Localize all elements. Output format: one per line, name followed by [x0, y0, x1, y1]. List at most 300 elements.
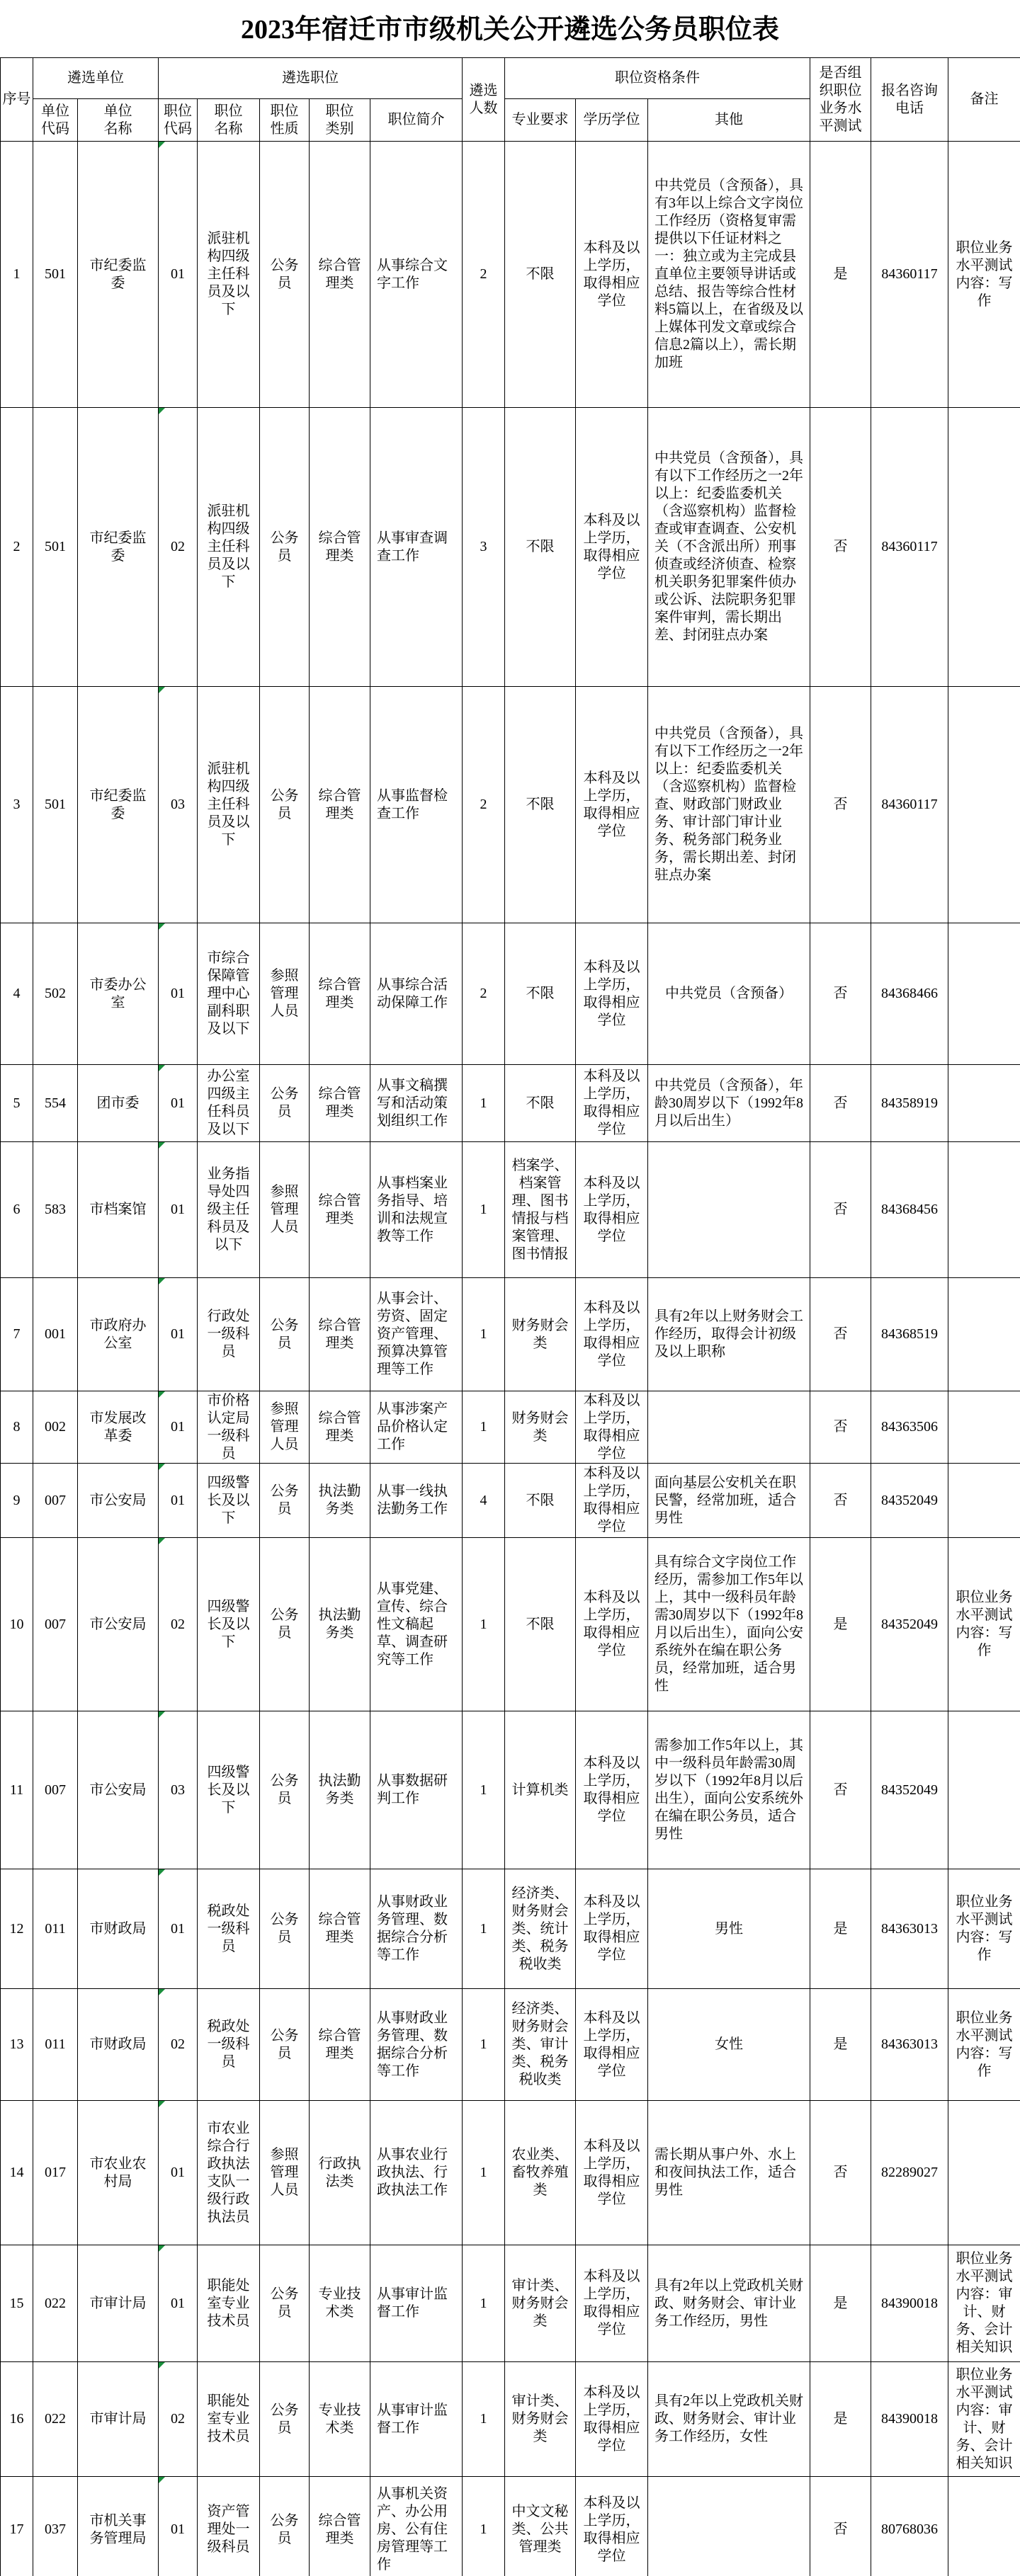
unit-code-cell: [33, 1711, 78, 1869]
seq-cell: [1, 1538, 33, 1711]
position-intro-cell-text: 从事一线执法勤务工作: [377, 1483, 448, 1517]
header-position-intro-label: 职位简介: [387, 112, 445, 127]
headcount-cell-text: 1: [480, 1095, 487, 1111]
skill-test-cell: [810, 408, 871, 687]
position-nature-cell-text: 公务员: [270, 787, 299, 821]
unit-code-cell-text: 501: [45, 797, 66, 812]
table-row: [1, 1142, 1020, 1278]
position-nature-cell-text: 公务员: [270, 2286, 299, 2320]
position-category-cell: [310, 1989, 370, 2101]
headcount-cell: [463, 2362, 505, 2477]
table-row: [1, 1869, 1020, 1989]
remark-cell: [948, 1391, 1020, 1464]
remark-cell: [948, 1711, 1020, 1869]
education-cell-text: 本科及以上学历，取得相应学位: [583, 2269, 640, 2337]
phone-cell: [871, 1278, 948, 1391]
headcount-cell: [463, 923, 505, 1065]
unit-name-cell-text: 市审计局: [89, 2411, 147, 2427]
position-intro-cell: [370, 1065, 463, 1142]
headcount-cell: [463, 1538, 505, 1711]
position-intro-cell-text: 从事综合文字工作: [377, 257, 448, 291]
header-position-intro: [370, 99, 463, 142]
headcount-cell: [463, 1869, 505, 1989]
headcount-cell-text: 1: [480, 1920, 487, 1937]
headcount-cell: [463, 1142, 505, 1278]
position-intro-cell: [370, 142, 463, 408]
remark-cell: [948, 687, 1020, 923]
headcount-cell: [463, 1278, 505, 1391]
text-number-indicator: [159, 1278, 165, 1284]
other-requirement-cell-text: 需参加工作5年以上，其中一级科员年龄需30周岁以下（1992年8月以后出生），面向公安系统外在编在职公务员，适合男性: [654, 1738, 804, 1842]
education-cell: [576, 923, 648, 1065]
phone-cell-text: 84368519: [881, 1326, 939, 1342]
phone-cell: [871, 2477, 948, 2576]
phone-cell-text: 84352049: [881, 1616, 939, 1632]
unit-code-cell-text: 007: [45, 1616, 66, 1632]
position-nature-cell-text: 公务员: [270, 1483, 299, 1517]
header-skill-test-label: 是否组织职位业务水平测试: [819, 64, 862, 134]
major-requirement-cell: [505, 923, 576, 1065]
position-intro-cell-text: 从事审查调查工作: [377, 530, 448, 564]
table-body: [1, 142, 1020, 2576]
education-cell-text: 本科及以上学历，取得相应学位: [583, 2384, 640, 2454]
skill-test-cell-text: 否: [833, 1202, 848, 1217]
seq-cell-text: 16: [9, 2411, 24, 2427]
position-code-cell-text: 01: [171, 1492, 185, 1508]
unit-code-cell-text: 007: [45, 1492, 66, 1508]
phone-cell: [871, 1065, 948, 1142]
position-category-cell: [310, 1065, 370, 1142]
position-code-cell: [159, 2245, 198, 2362]
position-name-cell: [198, 1711, 260, 1869]
headcount-cell-text: 1: [480, 2411, 487, 2427]
position-category-cell: [310, 2362, 370, 2477]
position-name-cell: [198, 2362, 260, 2477]
phone-cell-text: 84390018: [881, 2295, 939, 2311]
position-nature-cell: [260, 1142, 310, 1278]
other-requirement-cell-text: 面向基层公安机关在职民警，经常加班，适合男性: [654, 1474, 797, 1526]
position-nature-cell: [260, 2477, 310, 2576]
text-number-indicator: [159, 687, 165, 693]
seq-cell: [1, 1711, 33, 1869]
unit-name-cell: [78, 408, 159, 687]
phone-cell-text: 84368466: [881, 986, 939, 1001]
position-code-cell-text: 02: [171, 539, 185, 554]
headcount-cell: [463, 2101, 505, 2245]
header-qualification-group-label: 职位资格条件: [615, 70, 701, 86]
other-requirement-cell: [648, 2245, 810, 2362]
other-requirement-cell-text: 具有综合文字岗位工作经历，需参加工作5年以上，其中一级科员年龄需30周岁以下（1992年8月以后出生），面向公安系统外在编在职公务员，经常加班，适合男性: [654, 1554, 804, 1694]
education-cell: [576, 2362, 648, 2477]
position-intro-cell-text: 从事财政业务管理、数据综合分析等工作: [377, 2010, 448, 2079]
position-nature-cell: [260, 1989, 310, 2101]
headcount-cell-text: 1: [480, 2521, 487, 2537]
seq-cell: [1, 1464, 33, 1538]
skill-test-cell: [810, 2101, 871, 2245]
position-nature-cell: [260, 1278, 310, 1391]
position-code-cell: [159, 2362, 198, 2477]
page-title: 2023年宿迁市市级机关公开遴选公务员职位表: [240, 15, 779, 45]
phone-cell: [871, 1869, 948, 1989]
education-cell: [576, 1278, 648, 1391]
position-intro-cell: [370, 1538, 463, 1711]
seq-cell: [1, 923, 33, 1065]
major-requirement-cell: [505, 1869, 576, 1989]
position-name-cell-text: 四级警长及以下: [207, 1474, 250, 1526]
education-cell: [576, 1711, 648, 1869]
other-requirement-cell: [648, 2101, 810, 2245]
major-requirement-cell-text: 审计类、财务财会类: [511, 2277, 569, 2329]
other-requirement-cell-text: 男性: [715, 1920, 744, 1937]
position-code-cell-text: 01: [171, 2521, 185, 2537]
unit-name-cell: [78, 1538, 159, 1711]
unit-name-cell-text: 市发展改革委: [89, 1410, 147, 1444]
skill-test-cell-text: 否: [833, 539, 848, 554]
position-nature-cell-text: 公务员: [270, 530, 299, 564]
unit-code-cell: [33, 1989, 78, 2101]
other-requirement-cell: [648, 1989, 810, 2101]
skill-test-cell-text: 是: [833, 2036, 848, 2052]
header-headcount: [463, 58, 505, 142]
header-position-name: [198, 99, 260, 142]
phone-cell: [871, 687, 948, 923]
headcount-cell-text: 1: [480, 2036, 487, 2052]
phone-cell: [871, 2101, 948, 2245]
position-code-cell: [159, 1142, 198, 1278]
unit-code-cell: [33, 687, 78, 923]
position-intro-cell-text: 从事文稿撰写和活动策划组织工作: [377, 1077, 448, 1129]
position-name-cell: [198, 1278, 260, 1391]
remark-cell-text: 职位业务水平测试内容：写作: [956, 2010, 1013, 2079]
phone-cell-text: 84368456: [881, 1202, 939, 1217]
unit-code-cell-text: 001: [45, 1326, 66, 1342]
education-cell: [576, 687, 648, 923]
education-cell-text: 本科及以上学历，取得相应学位: [583, 1466, 640, 1534]
header-unit-code-label: 单位代码: [41, 103, 69, 137]
text-number-indicator: [159, 1989, 165, 1995]
remark-cell: [948, 923, 1020, 1065]
skill-test-cell: [810, 1538, 871, 1711]
position-code-cell: [159, 1464, 198, 1538]
headcount-cell-text: 2: [480, 266, 487, 282]
position-intro-cell: [370, 1464, 463, 1538]
position-nature-cell-text: 公务员: [270, 1607, 299, 1641]
education-cell: [576, 1538, 648, 1711]
skill-test-cell: [810, 1391, 871, 1464]
header-position-code: [159, 99, 198, 142]
position-nature-cell: [260, 142, 310, 408]
unit-name-cell: [78, 687, 159, 923]
other-requirement-cell: [648, 1142, 810, 1278]
position-category-cell-text: 综合管理类: [318, 787, 361, 821]
seq-cell-text: 2: [13, 539, 21, 554]
unit-code-cell-text: 007: [45, 1782, 66, 1798]
major-requirement-cell-text: 财务财会类: [511, 1317, 569, 1351]
major-requirement-cell: [505, 687, 576, 923]
skill-test-cell-text: 否: [833, 797, 848, 812]
education-cell-text: 本科及以上学历，取得相应学位: [583, 1068, 640, 1137]
header-position-group: [159, 58, 463, 99]
major-requirement-cell: [505, 408, 576, 687]
seq-cell-text: 5: [13, 1095, 21, 1111]
header-position-group-label: 遴选职位: [282, 70, 339, 86]
position-name-cell: [198, 1538, 260, 1711]
headcount-cell-text: 2: [480, 986, 487, 1001]
position-intro-cell-text: 从事综合活动保障工作: [377, 976, 448, 1010]
major-requirement-cell-text: 财务财会类: [511, 1410, 569, 1444]
remark-cell: [948, 1065, 1020, 1142]
position-intro-cell-text: 从事涉案产品价格认定工作: [377, 1401, 448, 1452]
skill-test-cell-text: 是: [833, 2411, 848, 2427]
position-intro-cell: [370, 923, 463, 1065]
position-category-cell-text: 执法勤务类: [318, 1773, 361, 1806]
position-code-cell-text: 01: [171, 1920, 185, 1937]
position-code-cell-text: 01: [171, 1326, 185, 1342]
major-requirement-cell-text: 不限: [526, 1095, 555, 1111]
position-intro-cell-text: 从事数据研判工作: [377, 1773, 448, 1806]
seq-cell: [1, 2362, 33, 2477]
skill-test-cell-text: 否: [833, 2165, 848, 2180]
header-other-label: 其他: [715, 112, 744, 127]
unit-name-cell-text: 市政府办公室: [89, 1317, 147, 1351]
major-requirement-cell: [505, 1391, 576, 1464]
remark-cell-text: 职位业务水平测试内容：写作: [956, 1590, 1013, 1658]
phone-cell: [871, 1989, 948, 2101]
unit-code-cell: [33, 2101, 78, 2245]
position-name-cell-text: 职能处室专业技术员: [207, 2393, 250, 2444]
position-intro-cell: [370, 1711, 463, 1869]
header-position-name-label: 职位名称: [214, 103, 243, 137]
position-category-cell-text: 执法勤务类: [318, 1483, 361, 1517]
header-position-nature: [260, 99, 310, 142]
education-cell: [576, 2477, 648, 2576]
text-number-indicator: [159, 1464, 165, 1470]
unit-code-cell: [33, 1142, 78, 1278]
education-cell: [576, 2245, 648, 2362]
other-requirement-cell: [648, 1391, 810, 1464]
position-name-cell-text: 税政处一级科员: [207, 1903, 250, 1954]
unit-name-cell: [78, 2477, 159, 2576]
skill-test-cell: [810, 1065, 871, 1142]
seq-cell-text: 8: [13, 1419, 21, 1435]
remark-cell: [948, 1989, 1020, 2101]
seq-cell-text: 17: [9, 2521, 24, 2537]
other-requirement-cell: [648, 1065, 810, 1142]
position-nature-cell-text: 参照管理人员: [270, 968, 299, 1019]
seq-cell: [1, 408, 33, 687]
position-name-cell-text: 派驻机构四级主任科员及以下: [207, 231, 250, 317]
position-code-cell: [159, 1989, 198, 2101]
phone-cell: [871, 1391, 948, 1464]
education-cell-text: 本科及以上学历，取得相应学位: [583, 770, 640, 839]
header-unit-name: [78, 99, 159, 142]
unit-code-cell-text: 022: [45, 2411, 66, 2427]
other-requirement-cell: [648, 1538, 810, 1711]
phone-cell-text: 84352049: [881, 1782, 939, 1798]
position-category-cell: [310, 1538, 370, 1711]
major-requirement-cell: [505, 1538, 576, 1711]
position-code-cell: [159, 923, 198, 1065]
unit-code-cell: [33, 923, 78, 1065]
position-name-cell: [198, 1142, 260, 1278]
remark-cell: [948, 2477, 1020, 2576]
position-category-cell-text: 综合管理类: [318, 1912, 361, 1945]
remark-cell: [948, 2245, 1020, 2362]
position-code-cell-text: 01: [171, 1202, 185, 1217]
unit-code-cell-text: 502: [45, 986, 66, 1001]
skill-test-cell: [810, 2477, 871, 2576]
text-number-indicator: [159, 2245, 165, 2252]
skill-test-cell: [810, 142, 871, 408]
unit-name-cell-text: 市财政局: [89, 1920, 147, 1937]
major-requirement-cell-text: 档案学、档案管理、图书情报与档案管理、图书情报: [511, 1157, 569, 1262]
table-row: [1, 1278, 1020, 1391]
unit-name-cell: [78, 2362, 159, 2477]
remark-cell-text: 职位业务水平测试内容：审计、财务、会计相关知识: [956, 2366, 1013, 2471]
skill-test-cell: [810, 2362, 871, 2477]
other-requirement-cell: [648, 1711, 810, 1869]
position-code-cell: [159, 1538, 198, 1711]
major-requirement-cell-text: 中文文秘类、公共管理类: [511, 2504, 569, 2555]
phone-cell-text: 84363506: [881, 1419, 939, 1435]
position-code-cell-text: 02: [171, 2036, 185, 2052]
education-cell-text: 本科及以上学历，取得相应学位: [583, 2010, 640, 2079]
position-name-cell: [198, 1391, 260, 1464]
position-intro-cell-text: 从事党建、宣传、综合性文稿起草、调查研究等工作: [377, 1580, 448, 1668]
unit-name-cell: [78, 2101, 159, 2245]
position-intro-cell-text: 从事机关资产、办公用房、公有住房管理等工作: [377, 2486, 448, 2572]
position-nature-cell: [260, 1464, 310, 1538]
header-position-category: [310, 99, 370, 142]
major-requirement-cell-text: 农业类、畜牧养殖类: [511, 2147, 569, 2198]
position-category-cell: [310, 1869, 370, 1989]
position-name-cell: [198, 1989, 260, 2101]
position-code-cell-text: 01: [171, 1419, 185, 1435]
headcount-cell: [463, 687, 505, 923]
other-requirement-cell-text: 中共党员（含预备），具有3年以上综合文字岗位工作经历（资格复审需提供以下任证材料之一：独立或为主完成县直单位主要领导讲话或总结、报告等综合性材料5篇以上，在省级及以上媒体刊发文章或综合信息2篇以上），需长期加班: [654, 178, 804, 370]
major-requirement-cell: [505, 1989, 576, 2101]
phone-cell: [871, 1142, 948, 1278]
skill-test-cell-text: 否: [833, 1419, 848, 1435]
unit-code-cell-text: 501: [45, 266, 66, 282]
skill-test-cell: [810, 923, 871, 1065]
text-number-indicator: [159, 142, 165, 148]
phone-cell: [871, 408, 948, 687]
unit-name-cell-text: 市纪委监委: [89, 530, 147, 564]
seq-cell: [1, 1869, 33, 1989]
major-requirement-cell-text: 审计类、财务财会类: [511, 2393, 569, 2444]
text-number-indicator: [159, 1869, 165, 1876]
headcount-cell-text: 1: [480, 1202, 487, 1217]
education-cell-text: 本科及以上学历，取得相应学位: [583, 1894, 640, 1963]
headcount-cell: [463, 1391, 505, 1464]
seq-cell-text: 11: [9, 1782, 24, 1798]
unit-code-cell: [33, 1869, 78, 1989]
position-intro-cell: [370, 1278, 463, 1391]
seq-cell-text: 1: [13, 266, 21, 282]
text-number-indicator: [159, 408, 165, 414]
unit-name-cell: [78, 1464, 159, 1538]
position-intro-cell: [370, 1989, 463, 2101]
header-education: [576, 99, 648, 142]
position-code-cell-text: 02: [171, 1616, 185, 1632]
headcount-cell-text: 1: [480, 1616, 487, 1632]
position-intro-cell: [370, 2101, 463, 2245]
major-requirement-cell: [505, 1711, 576, 1869]
unit-name-cell-text: 市档案馆: [89, 1202, 147, 1217]
unit-code-cell: [33, 142, 78, 408]
phone-cell: [871, 142, 948, 408]
education-cell: [576, 2101, 648, 2245]
seq-cell: [1, 1278, 33, 1391]
position-category-cell-text: 执法勤务类: [318, 1607, 361, 1641]
position-category-cell: [310, 1391, 370, 1464]
position-intro-cell-text: 从事审计监督工作: [377, 2402, 448, 2436]
remark-cell: [948, 1464, 1020, 1538]
remark-cell: [948, 1142, 1020, 1278]
remark-cell-text: 职位业务水平测试内容：写作: [956, 239, 1013, 309]
phone-cell-text: 84352049: [881, 1492, 939, 1508]
seq-cell-text: 3: [13, 797, 21, 812]
table-row: [1, 2477, 1020, 2576]
position-category-cell-text: 专业技术类: [318, 2286, 361, 2320]
skill-test-cell-text: 是: [833, 1920, 848, 1937]
position-intro-cell: [370, 2362, 463, 2477]
unit-code-cell-text: 554: [45, 1095, 66, 1111]
headcount-cell-text: 4: [480, 1492, 487, 1508]
phone-cell-text: 82289027: [881, 2165, 939, 2180]
seq-cell-text: 4: [13, 986, 21, 1001]
position-name-cell-text: 行政处一级科员: [207, 1309, 250, 1360]
position-intro-cell-text: 从事档案业务指导、培训和法规宣教等工作: [377, 1175, 448, 1244]
position-nature-cell-text: 公务员: [270, 1912, 299, 1945]
other-requirement-cell: [648, 142, 810, 408]
position-category-cell: [310, 2245, 370, 2362]
phone-cell-text: 84358919: [881, 1095, 939, 1111]
position-name-cell-text: 税政处一级科员: [207, 2019, 250, 2070]
unit-name-cell-text: 团市委: [96, 1095, 140, 1111]
skill-test-cell-text: 是: [833, 266, 848, 282]
education-cell-text: 本科及以上学历，取得相应学位: [583, 1175, 640, 1244]
education-cell: [576, 1464, 648, 1538]
phone-cell-text: 84363013: [881, 1920, 939, 1937]
unit-code-cell: [33, 2245, 78, 2362]
position-nature-cell-text: 公务员: [270, 257, 299, 291]
position-code-cell-text: 03: [171, 1782, 185, 1798]
position-nature-cell-text: 公务员: [270, 2027, 299, 2061]
other-requirement-cell-text: 中共党员（含预备）: [665, 986, 793, 1001]
position-category-cell: [310, 2477, 370, 2576]
position-name-cell: [198, 923, 260, 1065]
skill-test-cell-text: 否: [833, 2521, 848, 2537]
unit-name-cell: [78, 1711, 159, 1869]
text-number-indicator: [159, 2101, 165, 2107]
header-position-nature-label: 职位性质: [270, 103, 299, 137]
remark-cell: [948, 2362, 1020, 2477]
position-name-cell: [198, 1065, 260, 1142]
unit-name-cell-text: 市委办公室: [89, 976, 147, 1010]
headcount-cell-text: 1: [480, 1419, 487, 1435]
header-remark-label: 备注: [970, 91, 999, 107]
position-category-cell: [310, 1278, 370, 1391]
headcount-cell: [463, 1711, 505, 1869]
position-category-cell-text: 行政执法类: [318, 2155, 361, 2189]
position-intro-cell-text: 从事农业行政执法、行政执法工作: [377, 2147, 448, 2198]
position-category-cell-text: 综合管理类: [318, 2027, 361, 2061]
seq-cell-text: 10: [9, 1616, 24, 1632]
position-intro-cell: [370, 1142, 463, 1278]
position-nature-cell-text: 公务员: [270, 1317, 299, 1351]
